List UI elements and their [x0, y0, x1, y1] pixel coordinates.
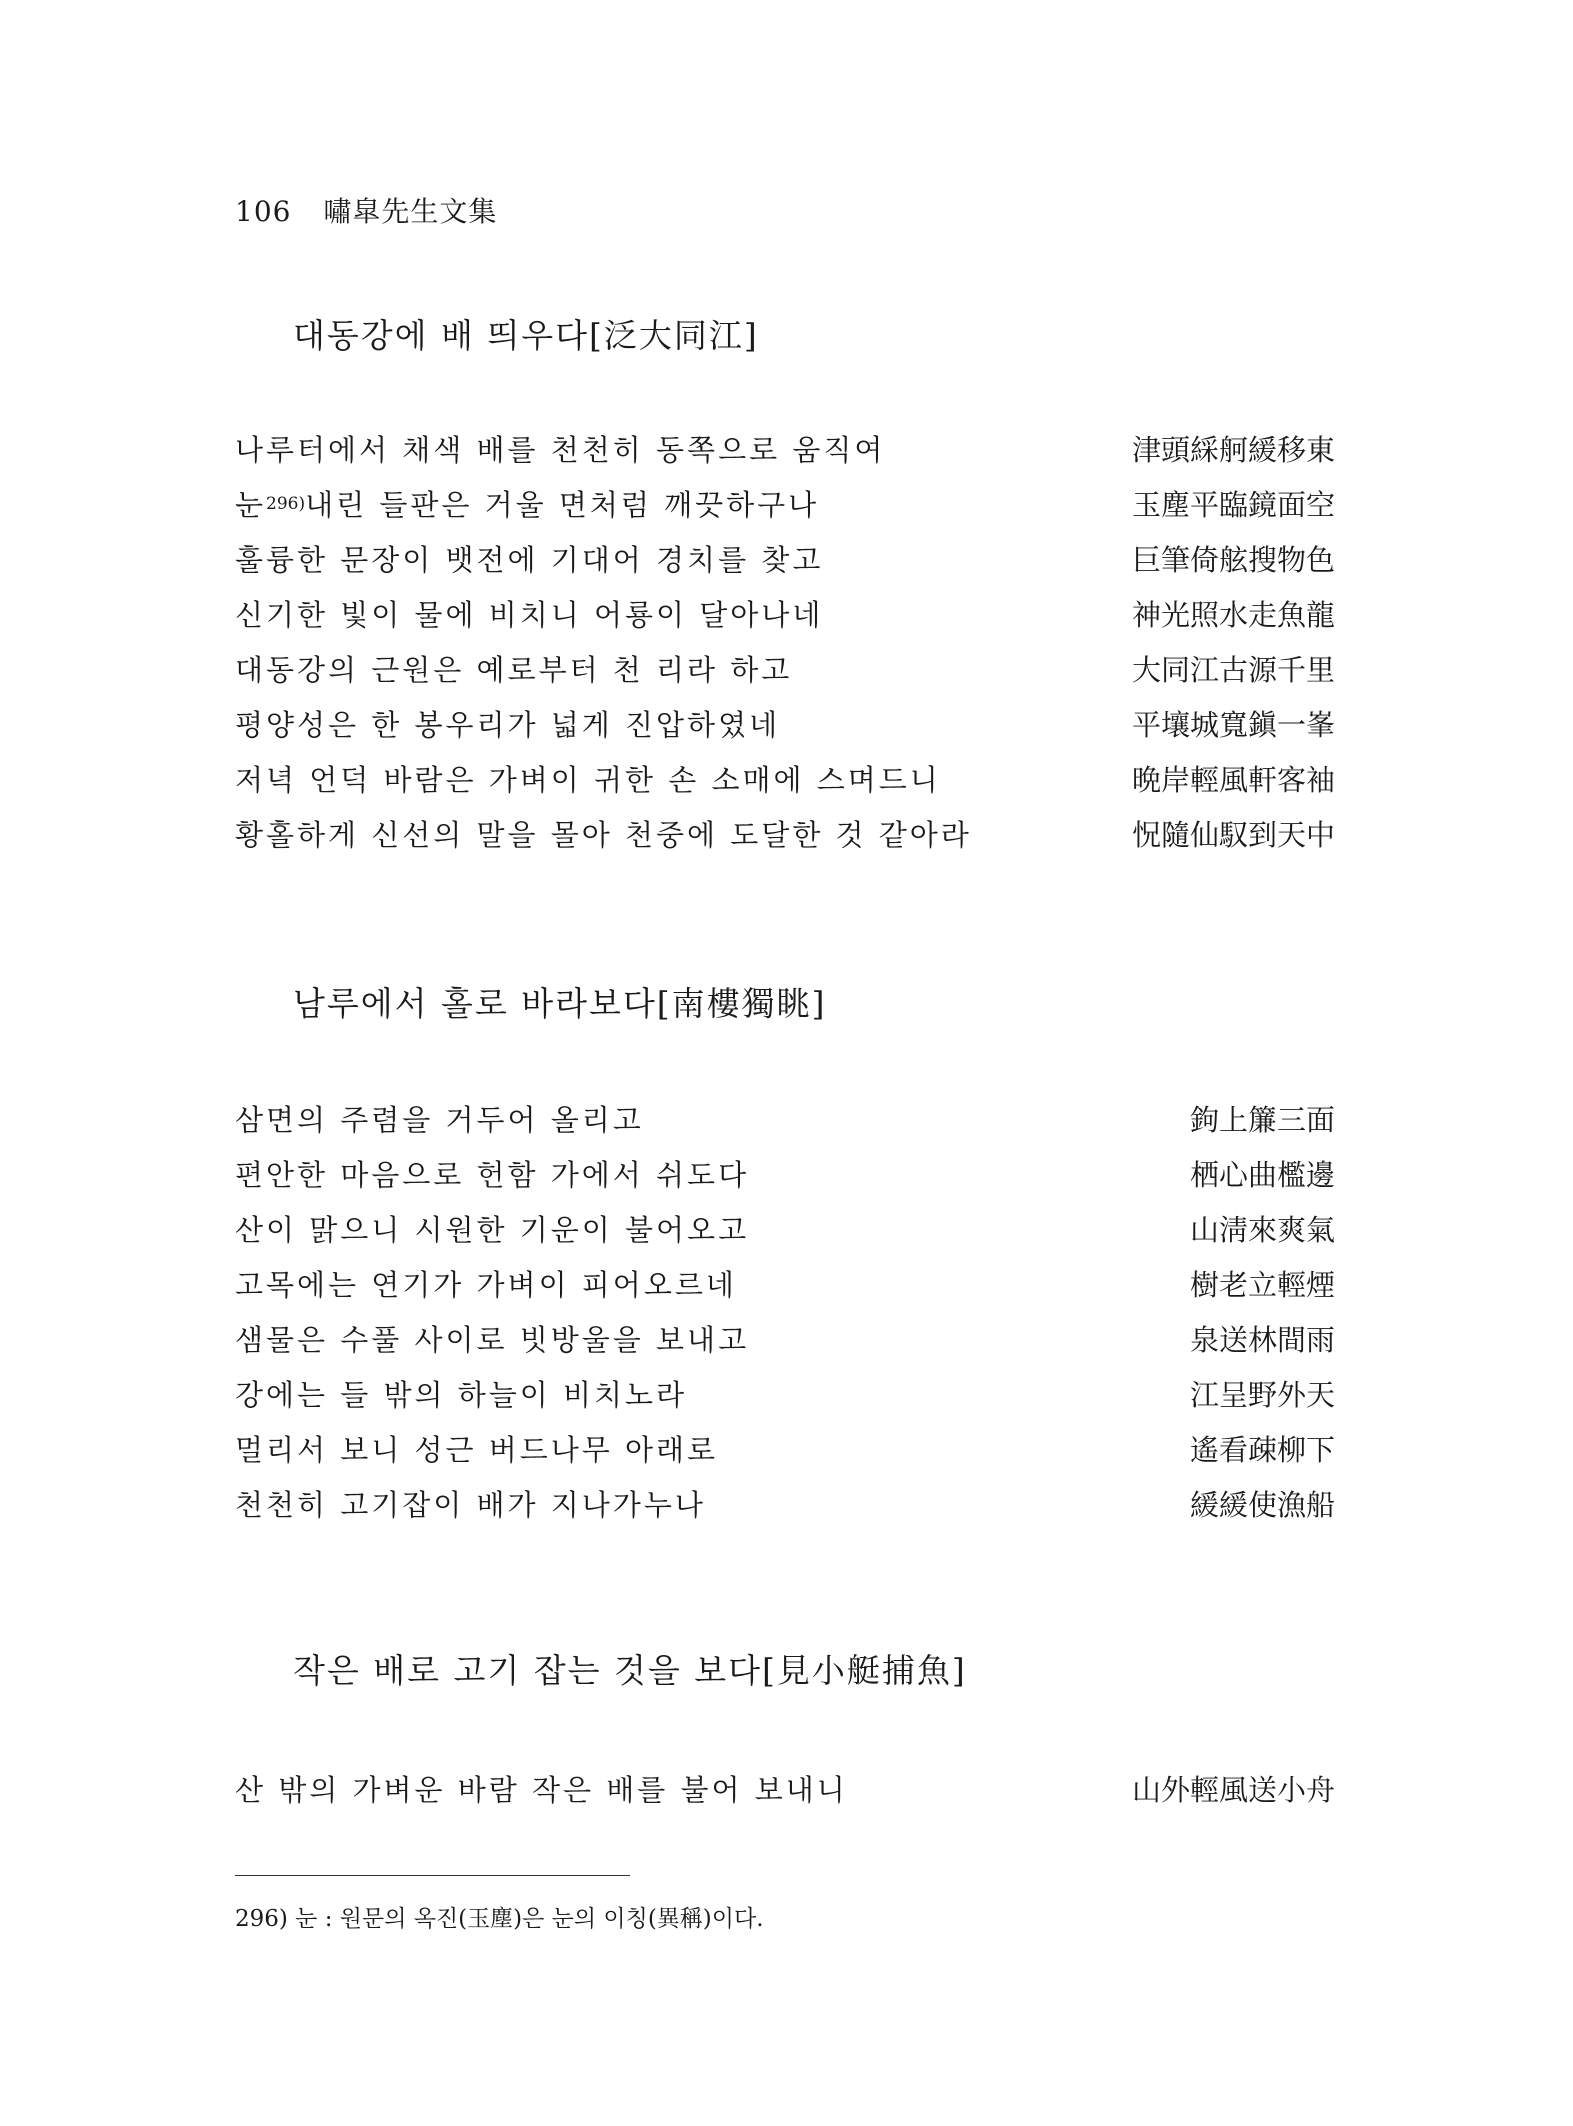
korean-line: 신기한 빛이 물에 비치니 어룡이 달아나네 [235, 598, 824, 632]
page-number: 106 [235, 195, 292, 228]
poem-line [235, 813, 1335, 868]
poem-line [235, 1263, 1335, 1318]
hanja-line: 泉送林間雨 [1189, 1323, 1335, 1357]
hanja-line: 山淸來爽氣 [1189, 1213, 1335, 1247]
hanja-line: 晩岸輕風軒客袖 [1131, 763, 1335, 797]
hanja-line: 平壤城寬鎭一峯 [1131, 708, 1335, 742]
korean-line: 산이 맑으니 시원한 기운이 불어오고 [235, 1213, 750, 1247]
poem-2-lines [235, 1098, 1335, 1538]
hanja-line: 巨筆倚舷搜物色 [1131, 543, 1335, 577]
book-title: 嘯皐先生文集 [323, 195, 498, 228]
korean-line: 대동강의 근원은 예로부터 천 리라 하고 [235, 653, 793, 687]
poem-line [235, 1098, 1335, 1153]
poem-line [235, 1208, 1335, 1263]
korean-line: 저녁 언덕 바람은 가벼이 귀한 손 소매에 스며드니 [235, 763, 941, 797]
poem-line [235, 1483, 1335, 1538]
poem-line [235, 538, 1335, 593]
korean-line: 천천히 고기잡이 배가 지나가누나 [235, 1488, 706, 1522]
korean-line: 나루터에서 채색 배를 천천히 동쪽으로 움직여 [235, 433, 886, 467]
poem-line [235, 1768, 1335, 1823]
poem-line [235, 1318, 1335, 1373]
hanja-line: 怳隨仙馭到天中 [1131, 818, 1335, 852]
poem-title-3: 작은 배로 고기 잡는 것을 보다[見小艇捕魚] [293, 1651, 967, 1690]
korean-line: 훌륭한 문장이 뱃전에 기대어 경치를 찾고 [235, 543, 824, 577]
korean-line: 편안한 마음으로 헌함 가에서 쉬도다 [235, 1158, 750, 1192]
korean-line: 강에는 들 밖의 하늘이 비치노라 [235, 1378, 688, 1412]
poem-line [235, 593, 1335, 648]
hanja-line: 玉塵平臨鏡面空 [1131, 488, 1335, 522]
poem-line [235, 428, 1335, 483]
hanja-line: 江呈野外天 [1189, 1378, 1335, 1412]
footnote-ref: 296) [266, 494, 306, 514]
poem-line [235, 648, 1335, 703]
poem-line [235, 1153, 1335, 1208]
hanja-line: 栖心曲檻邊 [1189, 1158, 1335, 1192]
korean-line-rest: 내린 들판은 거울 면처럼 깨끗하구나 [305, 488, 820, 522]
poem-title-2: 남루에서 홀로 바라보다[南樓獨眺] [293, 984, 827, 1023]
korean-word: 눈 [235, 488, 267, 522]
footnote-divider [235, 1875, 630, 1876]
korean-line: 멀리서 보니 성근 버드나무 아래로 [235, 1433, 719, 1467]
footnote: 296) 눈 : 원문의 옥진(玉塵)은 눈의 이칭(異稱)이다. [235, 1906, 764, 1932]
hanja-line: 遙看疎柳下 [1189, 1433, 1335, 1467]
korean-line: 산 밖의 가벼운 바람 작은 배를 불어 보내니 [235, 1773, 848, 1807]
poem-3-lines [235, 1768, 1335, 1823]
poem-line [235, 1373, 1335, 1428]
poem-line [235, 758, 1335, 813]
hanja-line: 鉤上簾三面 [1189, 1103, 1335, 1137]
poem-line [235, 703, 1335, 758]
korean-line [235, 483, 819, 524]
korean-line: 평양성은 한 봉우리가 넓게 진압하였네 [235, 708, 781, 742]
poem-line [235, 1428, 1335, 1483]
poem-line [235, 483, 1335, 538]
poem-title-1: 대동강에 배 띄우다[泛大同江] [293, 316, 759, 355]
korean-line: 고목에는 연기가 가벼이 피어오르네 [235, 1268, 737, 1302]
hanja-line: 神光照水走魚龍 [1131, 598, 1335, 632]
hanja-line: 津頭綵舸緩移東 [1131, 433, 1335, 467]
hanja-line: 樹老立輕煙 [1189, 1268, 1335, 1302]
korean-line: 삼면의 주렴을 거두어 올리고 [235, 1103, 644, 1137]
korean-line: 샘물은 수풀 사이로 빗방울을 보내고 [235, 1323, 750, 1357]
korean-line: 황홀하게 신선의 말을 몰아 천중에 도달한 것 같아라 [235, 818, 972, 852]
hanja-line: 山外輕風送小舟 [1131, 1773, 1335, 1807]
running-header [235, 190, 497, 230]
poem-1-lines [235, 428, 1335, 868]
hanja-line: 大同江古源千里 [1131, 653, 1335, 687]
hanja-line: 緩緩使漁船 [1189, 1488, 1335, 1522]
